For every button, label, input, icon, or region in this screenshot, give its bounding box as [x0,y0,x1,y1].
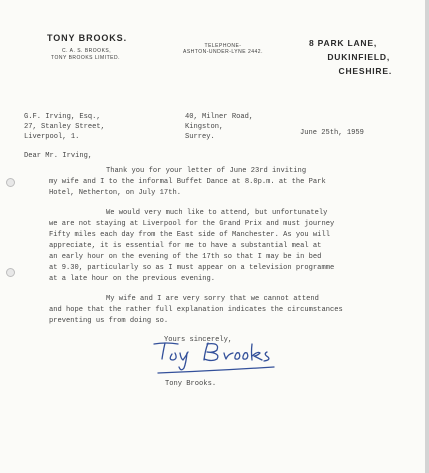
sender-address-line: 40, Milner Road, [185,113,254,121]
body-line: at 9.30, particularly so as I must appear on a television programme [49,264,335,272]
body-line: we are not staying at Liverpool for the Grand Prix and must journey [49,220,335,228]
body-line: my wife and I to the informal Buffet Dance at 8.0p.m. at the Park [49,178,326,186]
telephone-number: ASHTON-UNDER-LYNE 2442. [183,49,263,55]
body-line: My wife and I are very sorry that we cannot attend [106,295,319,303]
letterhead-name: TONY BROOKS. [47,33,127,43]
closing: Yours sincerely, [164,336,233,344]
letterhead-address-line: 8 PARK LANE, [308,38,377,48]
recipient-line: 27, Stanley Street, [24,123,105,131]
sender-address-line: Kingston, [185,123,224,131]
body-line: We would very much like to attend, but unfortunately [106,209,328,217]
body-line: appreciate, it is essential for me to have a substantial meal at [49,242,322,250]
body-line: Fifty miles each day from the East side of Manchester. As you will [49,231,330,239]
letterhead-company-line: TONY BROOKS LIMITED. [51,55,120,61]
letter-date: June 25th, 1959 [300,129,364,137]
body-line: Thank you for your letter of June 23rd inviting [106,167,307,175]
letterhead-company-line: C. A. S. BROOKS, [62,48,112,54]
recipient-line: G.F. Irving, Esq., [24,113,101,121]
handwritten-signature [150,338,280,380]
punch-hole [6,268,15,277]
body-line: an early hour on the evening of the 17th so that I may be in bed [49,253,322,261]
body-line: Hotel, Netherton, on July 17th. [49,189,181,197]
sender-address-line: Surrey. [185,133,215,141]
letterhead-address-line: DUKINFIELD, [327,52,390,62]
salutation: Dear Mr. Irving, [24,152,93,160]
body-line: at a late hour on the previous evening. [49,275,216,283]
punch-hole [6,178,15,187]
telephone-label: TELEPHONE- [204,43,242,49]
letterhead-address-line: CHESHIRE. [338,66,392,76]
body-line: and hope that the rather full explanation indicates the circumstances [49,306,343,314]
recipient-line: Liverpool, 1. [24,133,80,141]
typed-signature-name: Tony Brooks. [165,380,217,388]
page-edge [425,0,429,473]
body-line: preventing us from doing so. [49,317,169,325]
